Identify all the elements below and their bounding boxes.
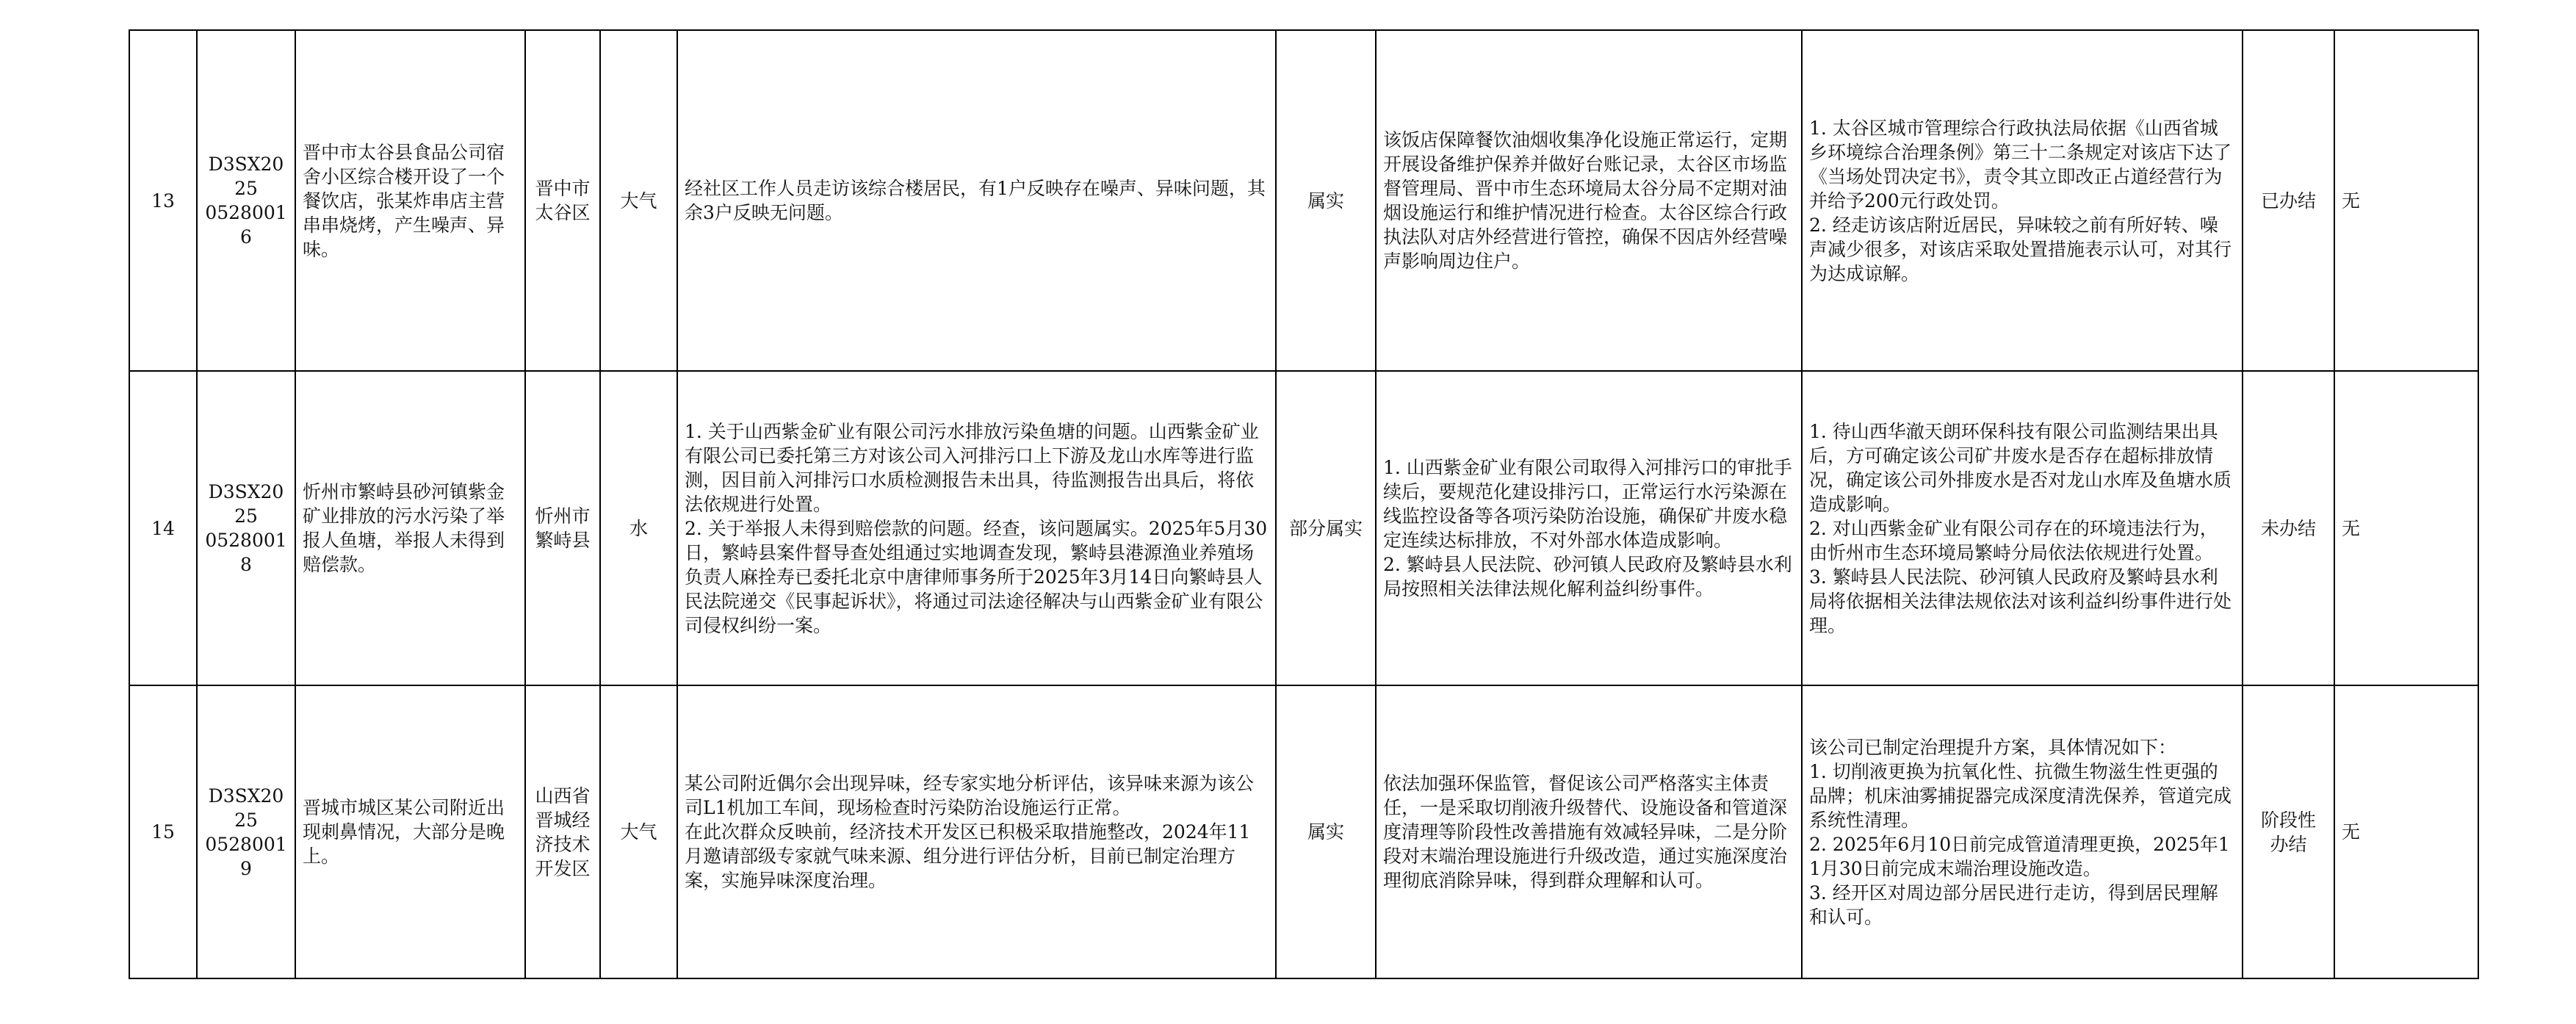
case-number: 15: [129, 685, 197, 978]
administrative-area: 忻州市 繁峙县: [525, 371, 600, 685]
case-code: D3SX2025 05280019: [197, 685, 295, 978]
table-row: [129, 685, 2478, 978]
handling-result: 1. 太谷区城市管理综合行政执法局依据《山西省城乡环境综合治理条例》第三十二条规定对该店下达了《当场处罚决定书》，责令其立即改正占道经营行为并给予200元行政处罚。 2. 经走访该店附近居民，异味较之前有所好转、噪声减少很多，对该店采取处置措施表示认可，对其行为达成谅解。: [1802, 30, 2243, 371]
case-status: 阶段性 办结: [2243, 685, 2334, 978]
administrative-area: 山西省 晋城经 济技术 开发区: [525, 685, 600, 978]
reported-issue: 晋城市城区某公司附近出现刺鼻情况，大部分是晚上。: [295, 685, 525, 978]
remediation-measures: 依法加强环保监管，督促该公司严格落实主体责任，一是采取切削液升级替代、设施设备和管道深度清理等阶段性改善措施有效减轻异味，二是分阶段对末端治理设施进行升级改造，通过实施深度治理彻底消除异味，得到群众理解和认可。: [1376, 685, 1802, 978]
accountability: 无: [2334, 685, 2478, 978]
case-number: 13: [129, 30, 197, 371]
investigation-findings: 1. 关于山西紫金矿业有限公司污水排放污染鱼塘的问题。山西紫金矿业有限公司已委托第三方对该公司入河排污口上下游及龙山水库等进行监测，因目前入河排污口水质检测报告未出具，待监测报告出具后，将依法依规进行处置。 2. 关于举报人未得到赔偿款的问题。经查，该问题属实。2025年5月30日，繁峙县案件督导查处组通过实地调查发现，繁峙县港源渔业养殖场负责人麻拴寿已委托北京中唐律师事务所于2025年3月14日向繁峙县人民法院递交《民事起诉状》，将通过司法途径解决与山西紫金矿业有限公司侵权纠纷一案。: [677, 371, 1276, 685]
pollution-type: 大气: [600, 30, 677, 371]
reported-issue: 忻州市繁峙县砂河镇紫金矿业排放的污水污染了举报人鱼塘，举报人未得到赔偿款。: [295, 371, 525, 685]
case-table: [129, 29, 2479, 979]
handling-result: 1. 待山西华澈天朗环保科技有限公司监测结果出具后，方可确定该公司矿井废水是否存在超标排放情况，确定该公司外排废水是否对龙山水库及鱼塘水质造成影响。 2. 对山西紫金矿业有限公司存在的环境违法行为，由忻州市生态环境局繁峙分局依法依规进行处置。 3. 繁峙县人民法院、砂河镇人民政府及繁峙县水利局将依据相关法律法规依法对该利益纠纷事件进行处理。: [1802, 371, 2243, 685]
investigation-findings: 某公司附近偶尔会出现异味，经专家实地分析评估，该异味来源为该公司L1机加工车间，现场检查时污染防治设施运行正常。 在此次群众反映前，经济技术开发区已积极采取措施整改，2024年11月邀请部级专家就气味来源、组分进行评估分析，目前已制定治理方案，实施异味深度治理。: [677, 685, 1276, 978]
pollution-type: 水: [600, 371, 677, 685]
case-table-page: [129, 29, 2478, 979]
remediation-measures: 该饭店保障餐饮油烟收集净化设施正常运行，定期开展设备维护保养并做好台账记录，太谷区市场监督管理局、晋中市生态环境局太谷分局不定期对油烟设施运行和维护情况进行检查。太谷区综合行政执法队对店外经营进行管控，确保不因店外经营噪声影响周边住户。: [1376, 30, 1802, 371]
pollution-type: 大气: [600, 685, 677, 978]
case-number: 14: [129, 371, 197, 685]
case-status: 未办结: [2243, 371, 2334, 685]
administrative-area: 晋中市 太谷区: [525, 30, 600, 371]
case-status: 已办结: [2243, 30, 2334, 371]
investigation-findings: 经社区工作人员走访该综合楼居民，有1户反映存在噪声、异味问题，其余3户反映无问题。: [677, 30, 1276, 371]
handling-result: 该公司已制定治理提升方案，具体情况如下： 1. 切削液更换为抗氧化性、抗微生物滋生性更强的品牌；机床油雾捕捉器完成深度清洗保养，管道完成系统性清理。 2. 2025年6月10日前完成管道清理更换，2025年11月30日前完成末端治理设施改造。 3. 经开区对周边部分居民进行走访，得到居民理解和认可。: [1802, 685, 2243, 978]
reported-issue: 晋中市太谷县食品公司宿舍小区综合楼开设了一个餐饮店，张某炸串店主营串串烧烤，产生噪声、异味。: [295, 30, 525, 371]
accountability: 无: [2334, 371, 2478, 685]
verification-verdict: 部分属实: [1276, 371, 1376, 685]
verification-verdict: 属实: [1276, 685, 1376, 978]
table-row: [129, 30, 2478, 371]
table-row: [129, 371, 2478, 685]
case-code: D3SX2025 05280016: [197, 30, 295, 371]
verification-verdict: 属实: [1276, 30, 1376, 371]
remediation-measures: 1. 山西紫金矿业有限公司取得入河排污口的审批手续后，要规范化建设排污口，正常运行水污染源在线监控设备等各项污染防治设施，确保矿井废水稳定连续达标排放，不对外部水体造成影响。 2. 繁峙县人民法院、砂河镇人民政府及繁峙县水利局按照相关法律法规化解利益纠纷事件。: [1376, 371, 1802, 685]
case-code: D3SX2025 05280018: [197, 371, 295, 685]
accountability: 无: [2334, 30, 2478, 371]
